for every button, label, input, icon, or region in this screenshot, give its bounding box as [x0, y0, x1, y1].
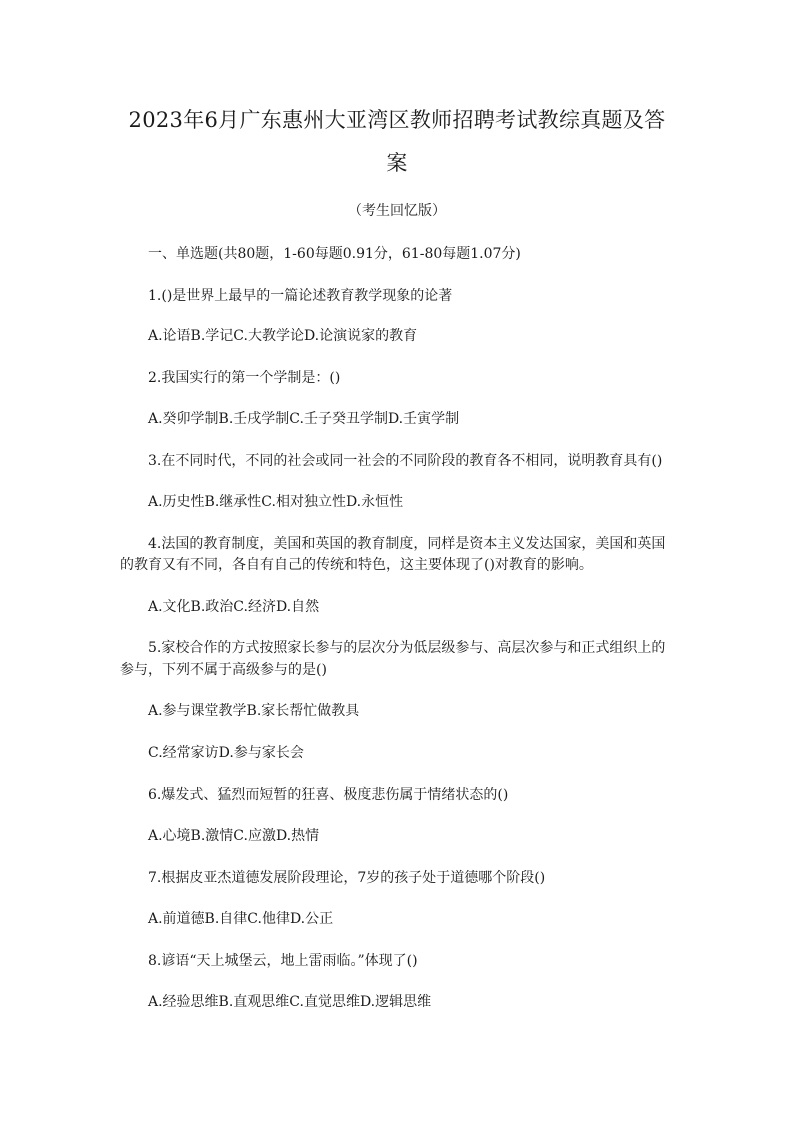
- question-6-options: A.心境B.激情C.应激D.热情: [148, 828, 320, 844]
- question-5-line-2: 参与，下列不属于高级参与的是(): [120, 662, 327, 678]
- question-3-options: A.历史性B.继承性C.相对独立性D.永恒性: [148, 494, 404, 510]
- question-3: 3.在不同时代，不同的社会或同一社会的不同阶段的教育各不相同，说明教育具有(): [148, 453, 663, 469]
- question-7-options: A.前道德B.自律C.他律D.公正: [148, 911, 334, 927]
- section-heading: 一、单选题(共80题，1-60每题0.91分，61-80每题1.07分): [148, 246, 521, 262]
- document-title-line-2: 案: [386, 151, 408, 175]
- question-4-options: A.文化B.政治C.经济D.自然: [148, 599, 320, 615]
- question-8-options: A.经验思维B.直观思维C.直觉思维D.逻辑思维: [148, 994, 432, 1010]
- question-2-options: A.癸卯学制B.壬戌学制C.壬子癸丑学制D.壬寅学制: [148, 411, 460, 427]
- document-subtitle: （考生回忆版）: [348, 203, 446, 219]
- question-1: 1.()是世界上最早的一篇论述教育教学现象的论著: [148, 288, 453, 304]
- question-7: 7.根据皮亚杰道德发展阶段理论，7岁的孩子处于道德哪个阶段(): [148, 870, 546, 886]
- question-8: 8.谚语“天上城堡云，地上雷雨临。”体现了(): [148, 953, 418, 969]
- question-4-line-1: 4.法国的教育制度，美国和英国的教育制度，同样是资本主义发达国家，美国和英国: [148, 536, 666, 552]
- question-1-options: A.论语B.学记C.大教学论D.论演说家的教育: [148, 328, 418, 344]
- question-6: 6.爆发式、猛烈而短暂的狂喜、极度悲伤属于情绪状态的(): [148, 787, 509, 803]
- document-title-line-1: 2023年6月广东惠州大亚湾区教师招聘考试教综真题及答: [128, 108, 666, 132]
- question-5-options-a: A.参与课堂教学B.家长帮忙做教具: [148, 703, 360, 719]
- question-4-line-2: 的教育又有不同，各自有自己的传统和特色，这主要体现了()对教育的影响。: [120, 557, 593, 573]
- question-2: 2.我国实行的第一个学制是：(): [148, 370, 341, 386]
- question-5-line-1: 5.家校合作的方式按照家长参与的层次分为低层级参与、高层次参与和正式组织上的: [148, 640, 666, 656]
- question-5-options-b: C.经常家访D.参与家长会: [148, 745, 304, 761]
